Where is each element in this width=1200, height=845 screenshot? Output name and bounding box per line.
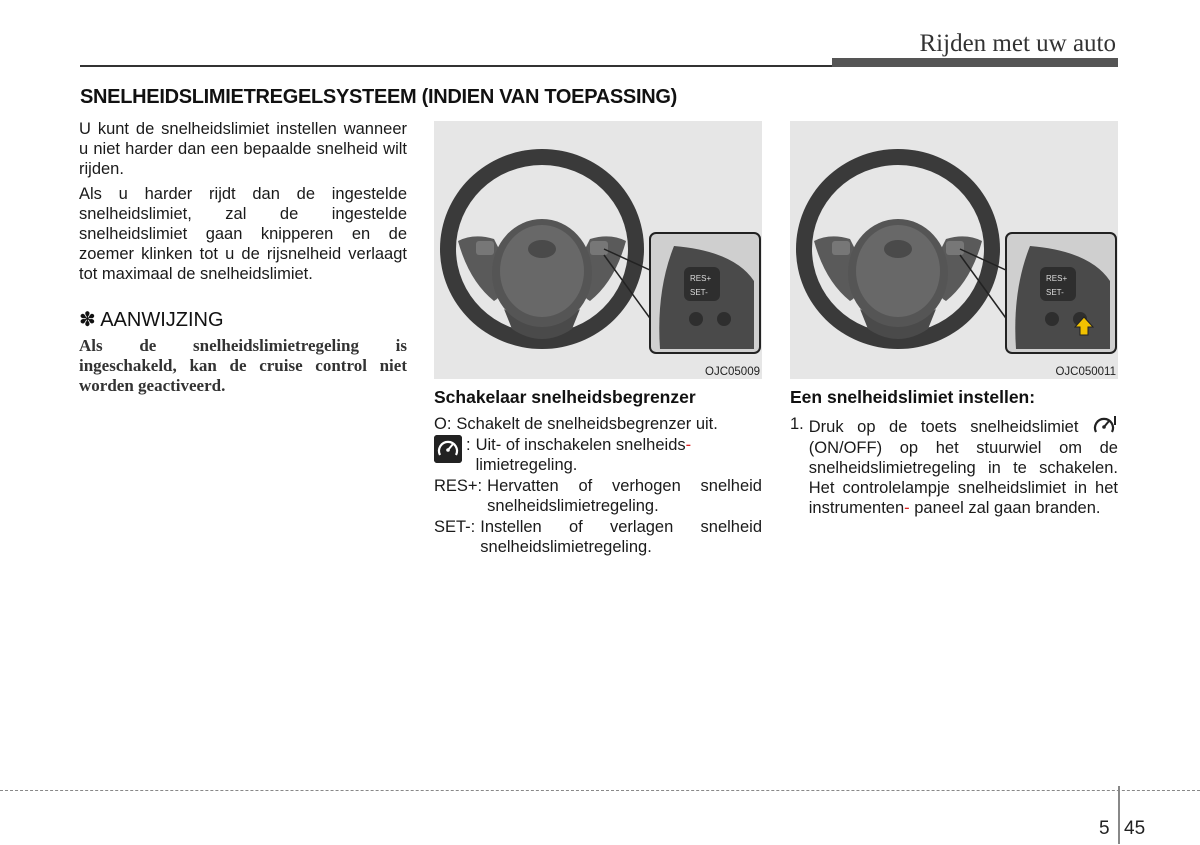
svg-text:RES+: RES+ bbox=[690, 274, 712, 283]
step-text: Druk op de toets snelheidslimiet bbox=[808, 418, 1079, 436]
switch-functions-list bbox=[434, 414, 762, 557]
header-rule bbox=[80, 65, 832, 67]
steering-switch-inset bbox=[650, 233, 760, 353]
running-header: Rijden met uw auto bbox=[919, 30, 1116, 57]
steering-wheel-icon bbox=[440, 149, 644, 349]
speed-limiter-icon bbox=[434, 435, 462, 463]
step-text-end: paneel zal gaan branden. bbox=[914, 499, 1101, 517]
switch-heading: Schakelaar snelheidsbegrenzer bbox=[434, 387, 696, 407]
item-text: Instellen of verlagen snelheid snelheidslimietregeling. bbox=[480, 518, 762, 556]
item-key: SET-: bbox=[434, 518, 476, 536]
item-key: : bbox=[434, 435, 476, 475]
footer-divider bbox=[1118, 786, 1120, 844]
svg-text:SET-: SET- bbox=[690, 288, 708, 297]
list-item bbox=[434, 517, 762, 557]
procedure-heading: Een snelheidslimiet instellen: bbox=[790, 387, 1036, 407]
svg-text:SET-: SET- bbox=[1046, 288, 1064, 297]
item-text: Schakelt de snelheidsbegrenzer uit. bbox=[456, 415, 718, 433]
item-key: O: bbox=[434, 415, 452, 433]
left-column bbox=[79, 119, 407, 396]
steering-wheel-illustration bbox=[790, 121, 1118, 379]
figure-code: OJC050011 bbox=[1055, 366, 1116, 378]
chapter-number: 5 bbox=[1099, 818, 1110, 839]
middle-column bbox=[434, 121, 762, 558]
list-item bbox=[434, 476, 762, 516]
speed-limiter-icon bbox=[1092, 414, 1118, 438]
list-item bbox=[434, 414, 762, 434]
steering-wheel-figure-2 bbox=[790, 121, 1118, 379]
step-number: 1. bbox=[790, 415, 804, 433]
item-text-continued: limietregeling. bbox=[475, 456, 578, 474]
section-heading: SNELHEIDSLIMIETREGELSYSTEEM (INDIEN VAN TOEPASSING) bbox=[80, 86, 677, 108]
hyphen: - bbox=[685, 436, 692, 454]
intro-paragraph: U kunt de snelheidslimiet instellen wanneer u niet harder dan een bepaalde snelheid wilt rijden. bbox=[79, 120, 407, 178]
page-number: 45 bbox=[1124, 818, 1146, 839]
steering-wheel-icon bbox=[796, 149, 1000, 349]
steering-wheel-illustration bbox=[434, 121, 762, 379]
note-body: Als de snelheidslimietregeling is ingeschakeld, kan de cruise control niet worden geactiveerd. bbox=[79, 336, 407, 395]
step-text-continued: (ON/OFF) op het stuurwiel om de snelheidslimietregeling in te schakelen. Het controlelampje snelheidslimiet in het instrumenten bbox=[808, 439, 1118, 517]
list-item bbox=[434, 435, 762, 475]
footer-rule bbox=[0, 790, 1200, 791]
steering-wheel-figure-1 bbox=[434, 121, 762, 379]
right-column bbox=[790, 121, 1118, 518]
header-rule-accent bbox=[832, 58, 1118, 67]
hyphen: - bbox=[904, 499, 910, 517]
warning-paragraph: Als u harder rijdt dan de ingestelde snelheidslimiet, zal de ingestelde snelheidslimiet gaan knipperen en de zoemer klinken tot u de rijsnelheid verlaagt tot maximaal de snelheidslimiet. bbox=[79, 185, 407, 283]
item-text: Uit- of inschakelen snelheids bbox=[475, 436, 686, 454]
svg-text:RES+: RES+ bbox=[1046, 274, 1068, 283]
procedure-step bbox=[790, 414, 1118, 518]
item-text: Hervatten of verhogen snelheid snelheidslimietregeling. bbox=[487, 477, 762, 515]
steering-switch-inset bbox=[1006, 233, 1116, 353]
item-key: RES+: bbox=[434, 477, 483, 495]
note-heading: ✽ AANWIJZING bbox=[79, 309, 224, 331]
figure-code: OJC05009 bbox=[705, 366, 760, 378]
